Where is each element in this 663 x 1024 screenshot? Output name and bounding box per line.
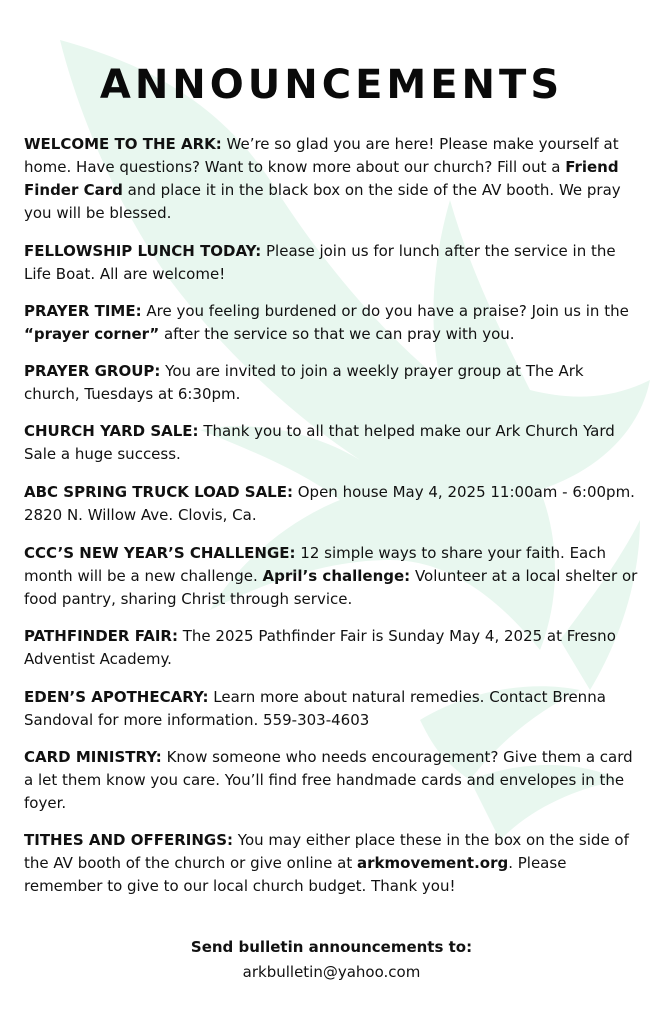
announcement-heading: CCC’S NEW YEAR’S CHALLENGE: xyxy=(24,544,296,562)
announcement-text: Please join us for lunch after the service in the Life Boat. All are welcome! xyxy=(24,242,616,283)
announcement-prayer-time xyxy=(24,300,640,346)
announcement-text: after the service so that we can pray with you. xyxy=(159,325,515,343)
announcement-highlight: April’s challenge: xyxy=(262,567,411,585)
announcement-heading: ABC SPRING TRUCK LOAD SALE: xyxy=(24,483,293,501)
announcement-card-ministry xyxy=(24,746,640,815)
announcement-fellowship-lunch xyxy=(24,240,640,286)
announcement-text: Learn more about natural remedies. Contact Brenna Sandoval for more information. 559-303-4603 xyxy=(24,688,606,729)
announcement-welcome xyxy=(24,133,640,225)
announcement-text: We’re so glad you are here! Please make yourself at home. Have questions? Want to know more about our church? Fill out a xyxy=(24,135,619,176)
announcement-text: Know someone who needs encouragement? Give them a card a let them know you care. You’ll find free handmade cards and envelopes in the foyer. xyxy=(24,748,633,812)
announcement-truck-load-sale xyxy=(24,481,640,527)
announcement-text: . Please remember to give to our local church budget. Thank you! xyxy=(24,854,567,895)
announcement-heading: CARD MINISTRY: xyxy=(24,748,162,766)
announcement-yard-sale xyxy=(24,420,640,466)
announcement-text: You are invited to join a weekly prayer group at The Ark church, Tuesdays at 6:30pm. xyxy=(24,362,584,403)
announcement-heading: PRAYER TIME: xyxy=(24,302,142,320)
announcement-new-years-challenge xyxy=(24,542,640,611)
announcement-text: Open house May 4, 2025 11:00am - 6:00pm. 2820 N. Willow Ave. Clovis, Ca. xyxy=(24,483,635,524)
announcement-heading: WELCOME TO THE ARK: xyxy=(24,135,222,153)
announcement-heading: PRAYER GROUP: xyxy=(24,362,161,380)
announcement-highlight: “prayer corner” xyxy=(24,325,160,343)
announcement-text: and place it in the black box on the side of the AV booth. We pray you will be blessed. xyxy=(24,181,621,222)
announcement-prayer-group xyxy=(24,360,640,406)
footer-label xyxy=(0,935,663,960)
announcement-text: Are you feeling burdened or do you have a praise? Join us in the xyxy=(141,302,629,320)
announcement-heading: EDEN’S APOTHECARY: xyxy=(24,688,209,706)
announcement-heading: CHURCH YARD SALE: xyxy=(24,422,199,440)
giving-website-link[interactable]: arkmovement.org xyxy=(357,854,509,872)
announcement-heading: TITHES AND OFFERINGS: xyxy=(24,831,233,849)
announcement-edens-apothecary xyxy=(24,686,640,732)
announcement-highlight: Friend Finder Card xyxy=(24,158,619,199)
announcement-heading: FELLOWSHIP LUNCH TODAY: xyxy=(24,242,262,260)
announcement-heading: PATHFINDER FAIR: xyxy=(24,627,178,645)
footer-email[interactable]: arkbulletin@yahoo.com xyxy=(242,963,421,981)
page-title: ANNOUNCEMENTS xyxy=(99,62,564,108)
announcement-pathfinder-fair xyxy=(24,625,640,671)
announcement-tithes-offerings xyxy=(24,829,640,898)
announcement-text: 12 simple ways to share your faith. Each month will be a new challenge. xyxy=(24,544,606,585)
announcement-text: Thank you to all that helped make our Ark Church Yard Sale a huge success. xyxy=(24,422,615,463)
announcement-text: Volunteer at a local shelter or food pantry, sharing Christ through service. xyxy=(24,567,638,608)
footer-label-text: Send bulletin announcements to: xyxy=(190,938,473,956)
announcement-text: You may either place these in the box on the side of the AV booth of the church or give online at xyxy=(24,831,629,872)
announcement-text: The 2025 Pathfinder Fair is Sunday May 4, 2025 at Fresno Adventist Academy. xyxy=(24,627,616,668)
